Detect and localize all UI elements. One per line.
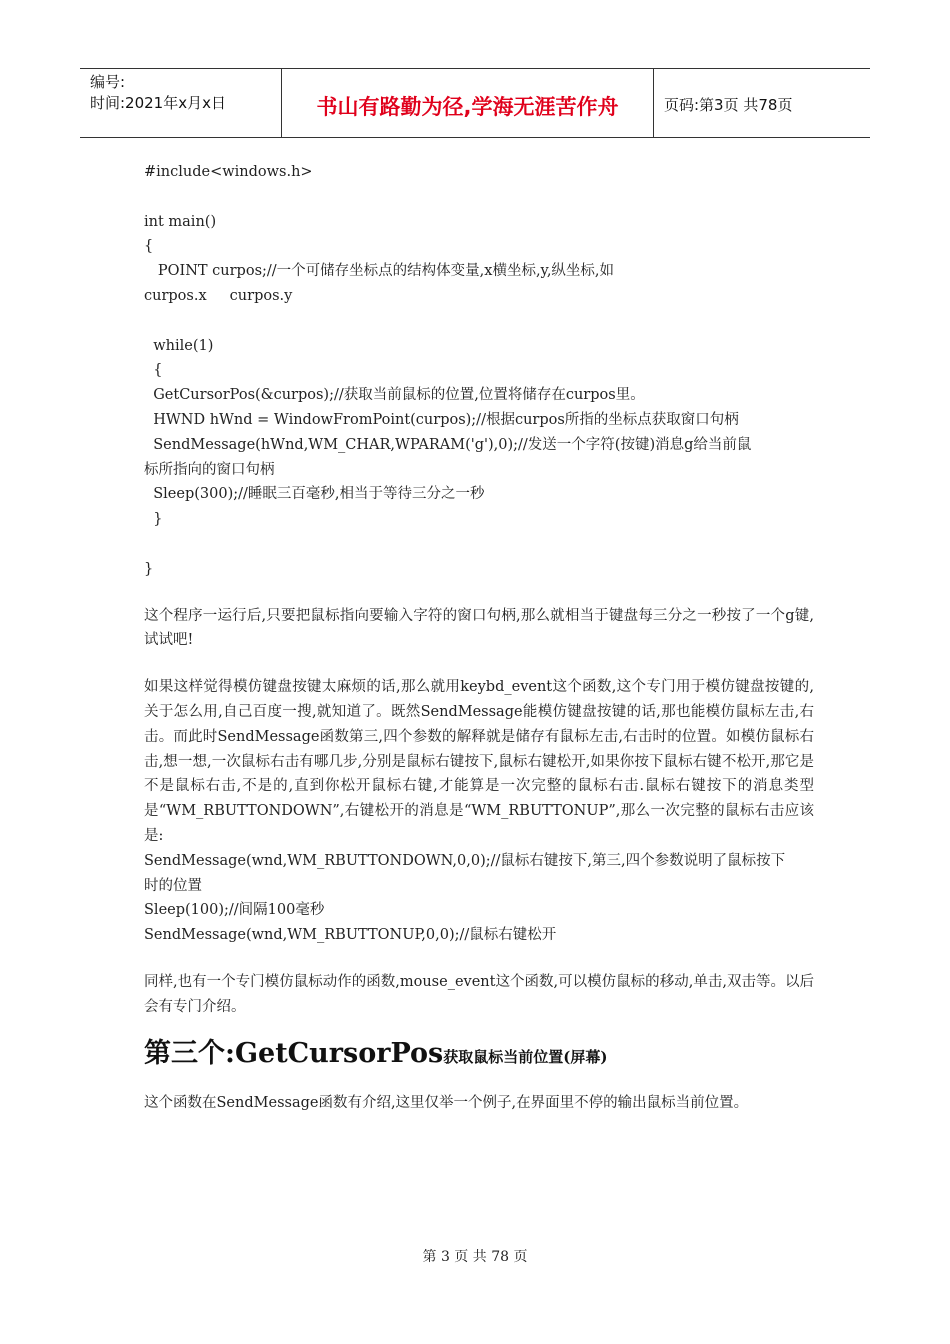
code-line: GetCursorPos(&curpos);//获取当前鼠标的位置,位置将储存在curpos里。 — [144, 387, 645, 404]
code-line — [144, 532, 814, 557]
code-line: Sleep(300);//睡眠三百毫秒,相当于等待三分之一秒 — [144, 486, 485, 503]
page-footer: 第 3 页 共 78 页 — [422, 1249, 528, 1265]
section-heading-sub: 获取鼠标当前位置(屏幕) — [443, 1047, 608, 1066]
paragraph-4: 这个函数在SendMessage函数有介绍,这里仅举一个例子,在界面里不停的输出鼠标当前位置。 — [144, 1094, 749, 1111]
code-line — [144, 185, 814, 210]
code-line: curpos.x curpos.y — [144, 287, 293, 304]
code-line: #include<windows.h> — [144, 164, 313, 180]
code-line: } — [144, 511, 163, 528]
code-line: { — [144, 238, 154, 255]
paragraph-3: 同样,也有一个专门模仿鼠标动作的函数,mouse_event这个函数,可以模仿鼠标的移动,单击,双击等。以后会有专门介绍。 — [144, 973, 814, 1015]
code-block-1 — [144, 160, 814, 582]
code-line: SendMessage(hWnd,WM_CHAR,WPARAM('g'),0);//发送一个字符(按键)消息g给当前鼠 — [144, 436, 752, 453]
document-body — [144, 160, 814, 1115]
code-line: int main() — [144, 213, 217, 230]
section-heading — [144, 1034, 814, 1077]
code-line: Sleep(100);//间隔100毫秒 — [144, 902, 325, 919]
page-header — [80, 68, 870, 138]
code-block-2 — [144, 849, 814, 948]
code-line: SendMessage(wnd,WM_RBUTTONUP,0,0);//鼠标右键松开 — [144, 927, 557, 944]
code-line: POINT curpos;//一个可储存坐标点的结构体变量,x横坐标,y,纵坐标,如 — [144, 263, 615, 280]
section-heading-main: 第三个:GetCursorPos — [144, 1037, 444, 1069]
code-line — [144, 309, 814, 334]
code-line: { — [144, 362, 163, 379]
paragraph-1: 这个程序一运行后,只要把鼠标指向要输入字符的窗口句柄,那么就相当于键盘每三分之一秒按了一个g键,试试吧! — [144, 607, 814, 649]
code-line: HWND hWnd = WindowFromPoint(curpos);//根据curpos所指的坐标点获取窗口句柄 — [144, 411, 739, 428]
header-meta — [80, 69, 282, 137]
paragraph-2: 如果这样觉得模仿键盘按键太麻烦的话,那么就用keybd_event这个函数,这个专门用于模仿键盘按键的,关于怎么用,自己百度一搜,就知道了。既然SendMessage能模仿键盘按键的话,那也能模仿鼠标左击,右击。而此时SendMessage函数第三,四个参数的解释就是储存有鼠标左击,右击时的位置。如模仿鼠标右击,想一想,一次鼠标右击有哪几步,分别是鼠标右键按下,鼠标右键松开,如果你按下鼠标右键不松开,那它是不是鼠标右击,不是的,直到你松开鼠标右键,才能算是一次完整的鼠标右击.鼠标右键按下的消息类型是“WM_RBUTTONDOWN”,右键松开的消息是“WM_RBUTTONUP”,那么一次完整的鼠标右击应该是: — [144, 679, 814, 844]
time-label: 时间:2021年x月x日 — [90, 94, 226, 112]
code-line: SendMessage(wnd,WM_RBUTTONDOWN,0,0);//鼠标右键按下,第三,四个参数说明了鼠标按下 — [144, 852, 786, 869]
code-line: } — [144, 560, 154, 577]
code-line: 时的位置 — [144, 877, 202, 894]
number-label: 编号: — [90, 73, 126, 91]
header-motto: 书山有路勤为径,学海无涯苦作舟 — [282, 69, 654, 137]
code-line: while(1) — [144, 337, 214, 354]
header-page-info: 页码:第3页 共78页 — [664, 95, 793, 114]
code-line: 标所指向的窗口句柄 — [144, 461, 275, 478]
